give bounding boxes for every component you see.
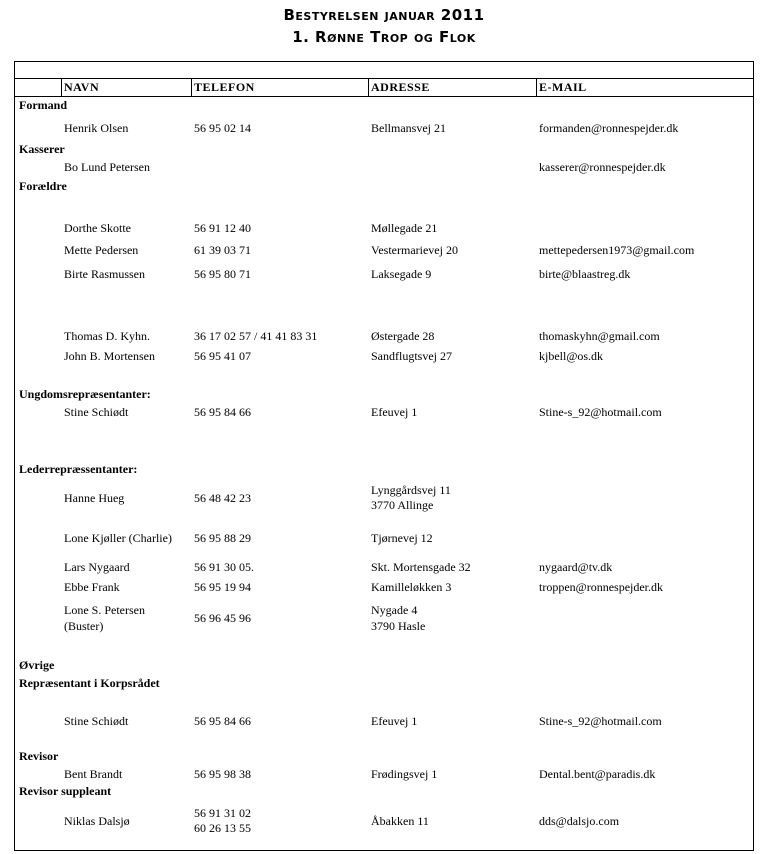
section-revisor-suppleant: Revisor suppleant: [19, 784, 112, 798]
table-row-adr: Nygade 4: [371, 603, 418, 617]
table-row-tel: 36 17 02 57 / 41 41 83 31: [194, 329, 318, 343]
table-row-name: Ebbe Frank: [64, 580, 120, 594]
table-row-name: Mette Pedersen: [64, 243, 139, 257]
table-row-tel: 56 96 45 96: [194, 611, 251, 625]
table-row-adr: Bellmansvej 21: [371, 121, 446, 135]
section-kasserer: Kasserer: [19, 142, 65, 156]
col-divider-1: [61, 78, 62, 96]
table-row-tel: 56 95 88 29: [194, 531, 251, 545]
document-subtitle: 1. Rønne Trop og Flok: [292, 28, 476, 46]
table-row-mail: Stine-s_92@hotmail.com: [539, 714, 662, 728]
table-row-tel: 56 95 98 38: [194, 767, 251, 781]
section-formand: Formand: [19, 98, 67, 112]
table-frame: [14, 61, 754, 851]
table-row-adr: Efeuvej 1: [371, 714, 418, 728]
col-divider-2: [191, 78, 192, 96]
table-row-tel-line2: 60 26 13 55: [194, 821, 251, 835]
table-row-name: Birte Rasmussen: [64, 267, 145, 281]
header-bottom-rule: [14, 96, 754, 97]
table-row-mail: nygaard@tv.dk: [539, 560, 613, 574]
table-row-mail: kjbell@os.dk: [539, 349, 604, 363]
section-korpsraadet: Repræsentant i Korpsrådet: [19, 676, 160, 690]
section-leder: Lederrepræssentanter:: [19, 462, 138, 476]
table-row-mail: kasserer@ronnespejder.dk: [539, 160, 666, 174]
table-row-tel: 56 95 84 66: [194, 714, 251, 728]
table-row-tel: 56 91 12 40: [194, 221, 251, 235]
table-row-tel: 56 91 30 05.: [194, 560, 254, 574]
col-divider-4: [536, 78, 537, 96]
table-row-adr: Kamilleløkken 3: [371, 580, 452, 594]
table-row-tel: 61 39 03 71: [194, 243, 251, 257]
table-row-name: Stine Schiødt: [64, 405, 129, 419]
table-row-name-line2: (Buster): [64, 619, 104, 633]
table-row-adr: Lynggårdsvej 11: [371, 483, 451, 497]
table-row-adr: Tjørnevej 12: [371, 531, 433, 545]
table-row-name: Henrik Olsen: [64, 121, 129, 135]
section-ungdom: Ungdomsrepræsentanter:: [19, 387, 151, 401]
header-telefon: TELEFON: [194, 80, 255, 94]
table-row-name: Lone S. Petersen: [64, 603, 145, 617]
table-row-mail: Stine-s_92@hotmail.com: [539, 405, 662, 419]
table-row-tel: 56 48 42 23: [194, 491, 251, 505]
header-navn: NAVN: [64, 80, 100, 94]
table-row-name: Dorthe Skotte: [64, 221, 131, 235]
section-foraeldre: Forældre: [19, 179, 67, 193]
table-row-name: Bo Lund Petersen: [64, 160, 150, 174]
table-row-adr: Åbakken 11: [371, 814, 429, 828]
table-row-tel: 56 91 31 02: [194, 806, 251, 820]
table-row-adr-line2: 3790 Hasle: [371, 619, 426, 633]
table-row-name: John B. Mortensen: [64, 349, 155, 363]
table-row-name: Bent Brandt: [64, 767, 123, 781]
table-row-adr: Efeuvej 1: [371, 405, 418, 419]
table-row-mail: thomaskyhn@gmail.com: [539, 329, 660, 343]
col-divider-3: [368, 78, 369, 96]
table-row-tel: 56 95 41 07: [194, 349, 251, 363]
table-row-adr: Sandflugtsvej 27: [371, 349, 452, 363]
table-row-name: Lone Kjøller (Charlie): [64, 531, 172, 545]
table-row-name: Hanne Hueg: [64, 491, 125, 505]
table-row-adr: Møllegade 21: [371, 221, 438, 235]
table-row-name: Thomas D. Kyhn.: [64, 329, 150, 343]
table-row-tel: 56 95 80 71: [194, 267, 251, 281]
table-row-tel: 56 95 19 94: [194, 580, 251, 594]
table-row-mail: Dental.bent@paradis.dk: [539, 767, 656, 781]
table-row-mail: formanden@ronnespejder.dk: [539, 121, 679, 135]
section-ovrige: Øvrige: [19, 658, 55, 672]
table-row-adr: Frødingsvej 1: [371, 767, 438, 781]
table-row-adr-line2: 3770 Allinge: [371, 498, 434, 512]
table-row-tel: 56 95 84 66: [194, 405, 251, 419]
table-row-adr: Vestermarievej 20: [371, 243, 458, 257]
table-row-adr: Skt. Mortensgade 32: [371, 560, 471, 574]
table-row-tel: 56 95 02 14: [194, 121, 251, 135]
table-row-mail: dds@dalsjo.com: [539, 814, 620, 828]
table-row-name: Stine Schiødt: [64, 714, 129, 728]
section-revisor: Revisor: [19, 749, 59, 763]
header-adresse: ADRESSE: [371, 80, 430, 94]
table-row-name: Lars Nygaard: [64, 560, 130, 574]
header-email: E-MAIL: [539, 80, 587, 94]
document-title: Bestyrelsen januar 2011: [283, 6, 485, 24]
table-row-adr: Østergade 28: [371, 329, 435, 343]
table-row-mail: mettepedersen1973@gmail.com: [539, 243, 695, 257]
table-row-mail: birte@blaastreg.dk: [539, 267, 631, 281]
table-row-mail: troppen@ronnespejder.dk: [539, 580, 664, 594]
table-row-adr: Laksegade 9: [371, 267, 432, 281]
header-top-rule: [14, 78, 754, 79]
table-row-name: Niklas Dalsjø: [64, 814, 130, 828]
